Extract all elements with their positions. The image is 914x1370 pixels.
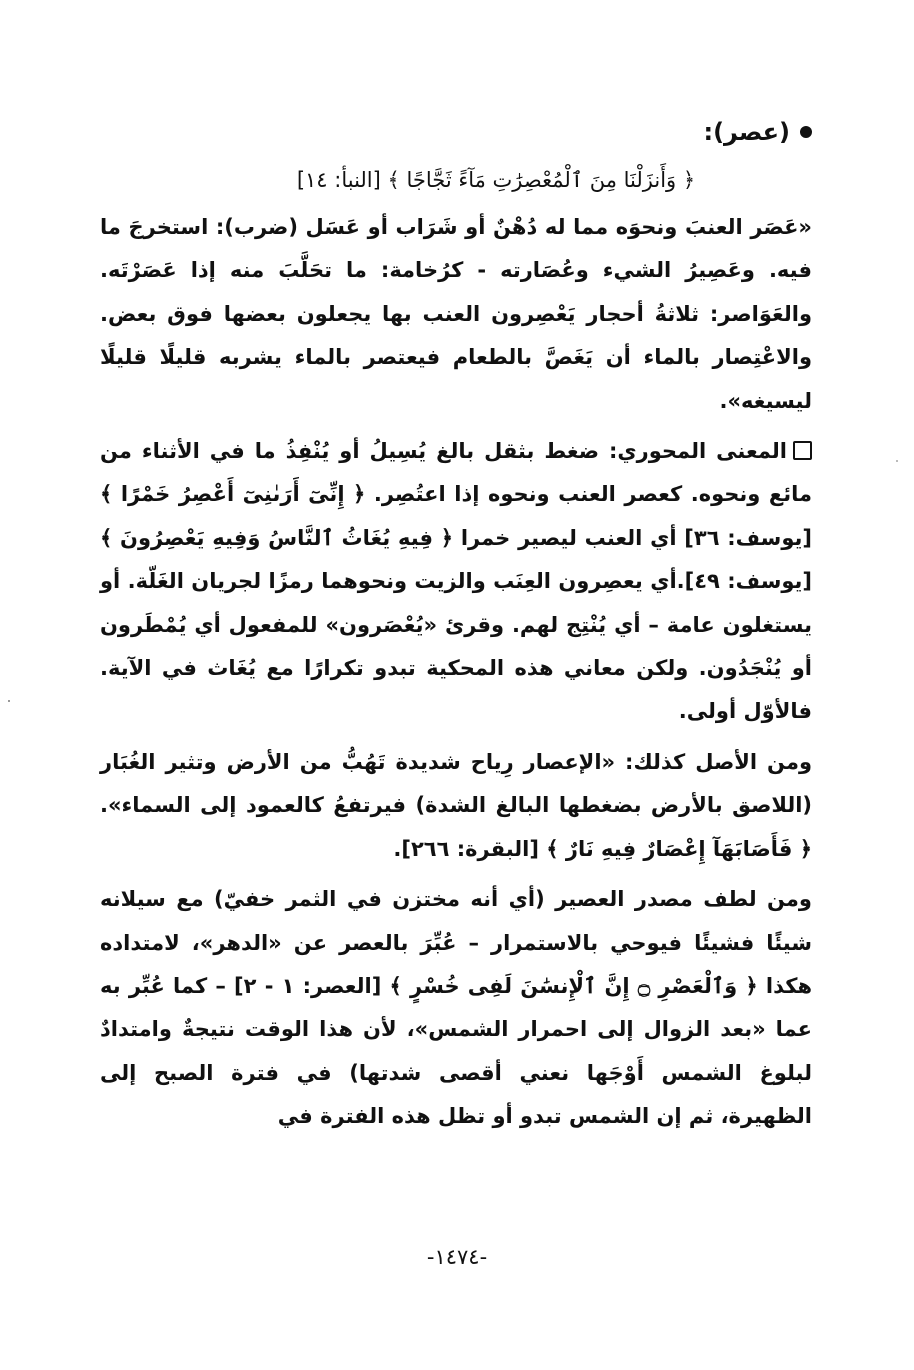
bullet-icon (800, 126, 812, 138)
page-body (100, 110, 812, 1146)
margin-mark (896, 460, 898, 462)
dictionary-quote-paragraph: «عَصَر العنبَ ونحوَه مما له دُهْنٌ أو شَرَاب أو عَسَل (ضرب): استخرجَ ما فيه. وعَصِيرُ الشيء وعُصَارته - كرُخامة: ما تحَلَّبَ منه إذا عَصَرْتَه. والعَوَاصر: ثلاثةُ أحجار يَعْصِرون العنب بها يجعلون بعضها فوق بعض. والاعْتِصار بالماء أن يَغَصَّ بالطعام فيعتصر بالماء يشربه قليلًا قليلًا ليسيغه». (100, 215, 812, 413)
square-marker-icon (793, 441, 812, 460)
margin-mark (8, 700, 10, 702)
core-meaning-paragraph (100, 430, 812, 734)
entry-title: (عصر): (703, 118, 790, 146)
time-meaning-paragraph: ومن لطف مصدر العصير (أي أنه مختزن في الثمر خفيّ) مع سيلانه شيئًا فشيئًا فيوحي بالاستمرار – عُبِّرَ بالعصر عن «الدهر»، لامتداده هكذا ﴿ وَٱلْعَصْرِ ۝ إِنَّ ٱلْإِنسَٰنَ لَفِى خُسْرٍ ﴾ [العصر: ١ - ٢] – كما عُبِّر به عما «بعد الزوال إلى احمرار الشمس»، لأن هذا الوقت نتيجةٌ وامتدادٌ لبلوغ الشمس أَوْجَها نعني أقصى شدتها) في فترة الصبح إلى الظهيرة، ثم إن الشمس تبدو أو تظل هذه الفترة في (100, 887, 813, 1129)
entry-heading (100, 110, 812, 154)
core-meaning-text: المعنى المحوري: ضغط بثقل بالغ يُسِيلُ أو يُنْفِذُ ما في الأثناء من مائع ونحوه. كعصر العنب ونحوه إذا اعتُصِر. ﴿ إِنِّىٓ أَرَىٰنِىٓ أَعْصِرُ خَمْرًا ﴾ [يوسف: ٣٦] أي العنب ليصير خمرا ﴿ فِيهِ يُغَاثُ ٱلنَّاسُ وَفِيهِ يَعْصِرُونَ ﴾ [يوسف: ٤٩].أي يعصِرون العِنَب والزيت ونحوهما رمزًا لجريان الغَلّة. أو يستغلون عامة – أي يُنْتِج لهم. وقرئ «يُعْصَرون» للمفعول أي يُمْطَرون أو يُنْجَدُون. ولكن معاني هذه المحكية تبدو تكرارًا مع يُغَاث في الآية. فالأوّل أولى. (100, 439, 812, 724)
whirlwind-paragraph: ومن الأصل كذلك: «الإعصار رِياح شديدة تَهُبُّ من الأرض وتثير الغُبَار (اللاصق بالأرض بضغطها البالغ الشدة) فيرتفعُ كالعمود إلى السماء». ﴿ فَأَصَابَهَآ إِعْصَارٌ فِيهِ نَارٌ ﴾ [البقرة: ٢٦٦]. (100, 749, 812, 861)
page-number: -١٤٧٤- (426, 1245, 488, 1269)
quran-epigraph: ﴿ وَأَنزَلْنَا مِنَ ٱلْمُعْصِرَٰتِ مَآءً ثَجَّاجًا ﴾ [النبأ: ١٤] (296, 168, 696, 192)
